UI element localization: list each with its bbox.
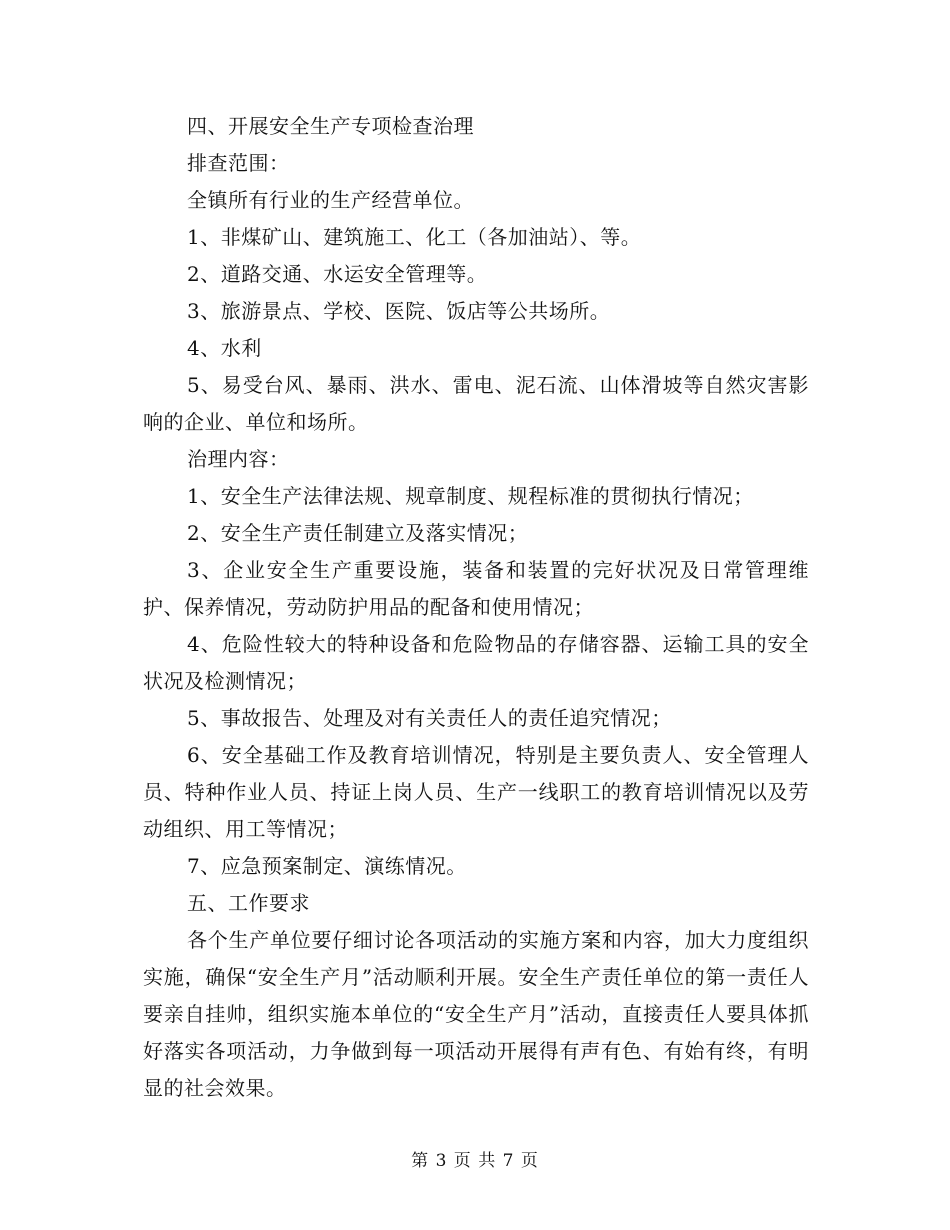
- content-item-2: 2、安全生产责任制建立及落实情况；: [187, 521, 529, 545]
- content-item-1: 1、安全生产法律法规、规章制度、规程标准的贯彻执行情况；: [187, 484, 754, 508]
- scope-item-4: 4、水利: [187, 336, 262, 360]
- content-item-4: 4、危险性较大的特种设备和危险物品的存储容器、运输工具的安全状况及检测情况；: [143, 632, 809, 693]
- paragraph-requirements: 各个生产单位要仔细讨论各项活动的实施方案和内容，加大力度组织实施，确保“安全生产月”活动顺利开展。安全生产责任单位的第一责任人要亲自挂帅，组织实施本单位的“安全生产月”活动，直接责任人要具体抓好落实各项活动，力争做到每一项活动开展得有声有色、有始有终，有明显的社会效果。: [143, 928, 809, 1100]
- page-number-footer: 第 3 页 共 7 页: [411, 1151, 539, 1171]
- document-body: [143, 108, 809, 1107]
- content-item-7: 7、应急预案制定、演练情况。: [187, 854, 467, 878]
- scope-item-3: 3、旅游景点、学校、医院、饭店等公共场所。: [187, 299, 611, 323]
- content-item-3: 3、企业安全生产重要设施，装备和装置的完好状况及日常管理维护、保养情况，劳动防护用品的配备和使用情况；: [143, 558, 809, 619]
- scope-item-1: 1、非煤矿山、建筑施工、化工（各加油站）、等。: [187, 225, 642, 249]
- content-item-5: 5、事故报告、处理及对有关责任人的责任追究情况；: [187, 706, 672, 730]
- paragraph-content-label: 治理内容：: [187, 447, 290, 471]
- paragraph-scope-label: 排查范围：: [187, 151, 290, 175]
- section-heading-five: 五、工作要求: [187, 891, 310, 915]
- paragraph-scope: 全镇所有行业的生产经营单位。: [187, 188, 474, 212]
- content-item-6: 6、安全基础工作及教育培训情况，特别是主要负责人、安全管理人员、特种作业人员、持证上岗人员、生产一线职工的教育培训情况以及劳动组织、用工等情况；: [143, 743, 809, 841]
- scope-item-2: 2、道路交通、水运安全管理等。: [187, 262, 488, 286]
- scope-item-5: 5、易受台风、暴雨、洪水、雷电、泥石流、山体滑坡等自然灾害影响的企业、单位和场所。: [143, 373, 809, 434]
- section-heading-four: 四、开展安全生产专项检查治理: [187, 114, 474, 138]
